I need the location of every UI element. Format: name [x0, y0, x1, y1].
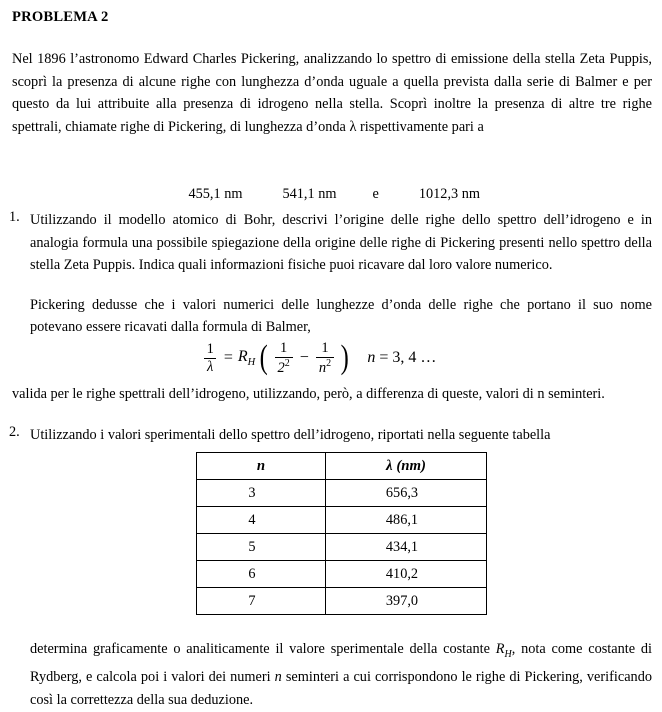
closing-part-1: determina graficamente o analiticamente il valore sperimentale della costante [30, 641, 496, 657]
formula-condition [367, 349, 436, 367]
rydberg-constant-inline [495, 641, 512, 660]
closing-part-2: , nota come costante di Rydberg, e calcola poi i valori dei numeri [30, 641, 652, 686]
table-row [197, 507, 487, 534]
variable-n-inline: n [274, 669, 282, 686]
lambda-unit: (nm) [396, 457, 426, 474]
list-item-2-text: Utilizzando i valori sperimentali dello spettro dell’idrogeno, riportati nella seguente tabella [30, 427, 551, 443]
table-row [197, 480, 487, 507]
question-list [0, 209, 662, 339]
spectral-data-table-wrapper [196, 452, 487, 615]
fraction-one-over-n-squared [316, 341, 334, 375]
fraction-one-over-two-squared [275, 341, 293, 375]
rydberg-letter: R [237, 348, 248, 366]
minus-sign: − [299, 349, 309, 367]
spectral-data-table [196, 452, 487, 615]
column-header-n: n [197, 453, 326, 480]
table-row [197, 588, 487, 615]
list-marker-1: 1. [9, 209, 20, 225]
wavelength-value-1: 455,1 nm [188, 186, 243, 202]
cell-lambda: 434,1 [326, 534, 487, 561]
fraction-numerator: 1 [280, 340, 288, 357]
cell-lambda: 486,1 [326, 507, 487, 534]
closing-part-3: seminteri a cui corrispondono le righe di Pickering, verificando così la correttezza della sua deduzione. [30, 669, 652, 709]
fraction-numerator: 1 [321, 340, 329, 357]
list-marker-2: 2. [9, 424, 20, 440]
wavelength-conjunction: e [372, 186, 379, 202]
column-header-lambda [326, 453, 487, 480]
equals-sign: = [223, 349, 233, 367]
cell-n: 5 [197, 534, 326, 561]
wavelength-value-2: 541,1 nm [282, 186, 337, 202]
table-row [197, 561, 487, 588]
wavelength-value-3: 1012,3 nm [418, 186, 481, 202]
table-header-row [197, 453, 487, 480]
fraction-denominator [316, 357, 334, 376]
base-n: n [318, 359, 327, 376]
list-item-1-text: Utilizzando il modello atomico di Bohr, descrivi l’origine delle righe dello spettro dell’idrogeno e in analogia formula una possibile spiegazione della origine delle righe di Pickering presenti nello spettro della stella Zeta Puppis. Indica quali informazioni fisiche puoi ricavare dal loro valore numerico. [30, 212, 652, 274]
table-row [197, 534, 487, 561]
cell-lambda: 656,3 [326, 480, 487, 507]
closing-paragraph [30, 638, 652, 712]
rydberg-letter: R [495, 641, 505, 657]
lambda-symbol: λ [386, 457, 393, 474]
fraction-numerator: 1 [206, 341, 214, 357]
rydberg-constant-symbol [238, 348, 255, 368]
cell-lambda: 397,0 [326, 588, 487, 615]
page-title: PROBLEMA 2 [12, 9, 109, 25]
fraction-denominator [275, 357, 293, 376]
intro-paragraph: Nel 1896 l’astronomo Edward Charles Pickering, analizzando lo spettro di emissione della stella Zeta Puppis, scoprì la presenza di alcune righe con lunghezza d’onda uguale a quella prevista dalla serie di Balmer e per questo da lui attribuite alla presenza di idrogeno nella stella. Scoprì inoltre la presenza di altre tre righe spettrali, chiamate righe di Pickering, di lunghezza d’onda λ rispettivamente pari a [12, 51, 652, 135]
close-paren: ) [340, 339, 349, 377]
list-item-2 [0, 424, 662, 447]
condition-variable: n [367, 349, 376, 367]
table-body [197, 480, 487, 615]
rydberg-subscript: H [247, 357, 256, 369]
cell-lambda: 410,2 [326, 561, 487, 588]
fraction-denominator-lambda: λ [204, 358, 216, 375]
exponent-two: 2 [326, 357, 332, 369]
cell-n: 3 [197, 480, 326, 507]
cell-n: 7 [197, 588, 326, 615]
fraction-one-over-lambda [204, 342, 217, 375]
list-item-1 [0, 209, 662, 339]
balmer-formula [0, 341, 662, 385]
base-two: 2 [277, 359, 285, 376]
condition-rest: = 3, 4 … [375, 349, 437, 367]
rydberg-subscript: H [504, 648, 512, 660]
post-formula-paragraph: valida per le righe spettrali dell’idrogeno, utilizzando, però, a differenza di queste, valori di n seminteri. [12, 386, 605, 402]
balmer-formula-math [202, 341, 437, 375]
exponent-two: 2 [284, 357, 290, 369]
open-paren: ( [259, 339, 268, 377]
cell-n: 4 [197, 507, 326, 534]
cell-n: 6 [197, 561, 326, 588]
balmer-intro-paragraph: Pickering dedusse che i valori numerici delle lunghezze d’onda delle righe che portano il suo nome potevano essere ricavati dalla formula di Balmer, [30, 296, 652, 336]
